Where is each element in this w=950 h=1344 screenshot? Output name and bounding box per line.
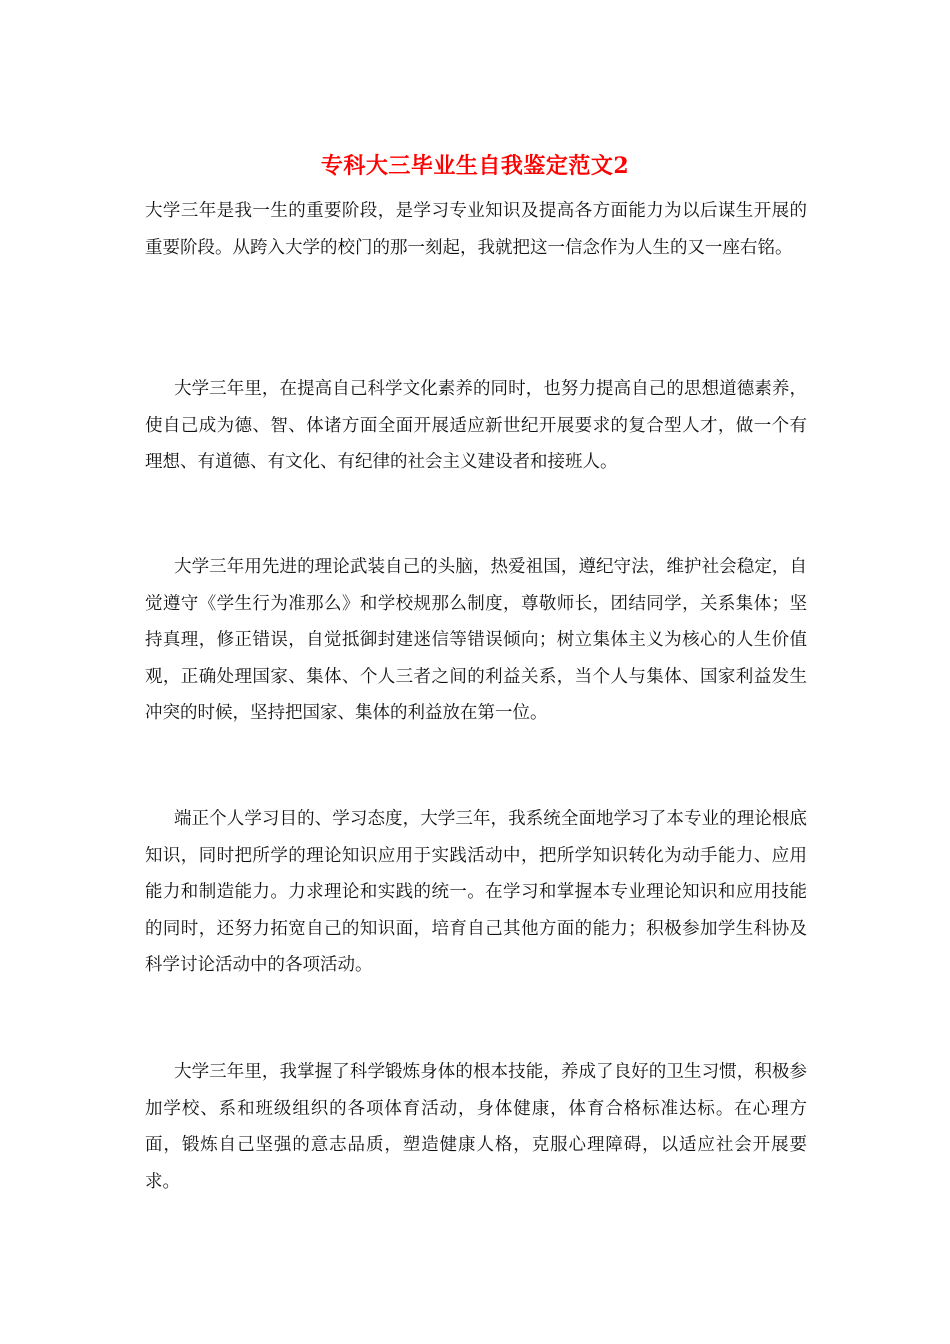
document-title: 专科大三毕业生自我鉴定范文2 (320, 153, 630, 179)
paragraph-intro: 大学三年是我一生的重要阶段，是学习专业知识及提高各方面能力为以后谋生开展的重要阶段。从跨入大学的校门的那一刻起，我就把这一信念作为人生的又一座右铭。 (145, 201, 807, 258)
paragraph-political: 大学三年用先进的理论武装自己的头脑，热爱祖国，遵纪守法，维护社会稳定，自觉遵守《学生行为准那么》和学校规那么制度，尊敬师长，团结同学，关系集体；坚持真理，修正错误，自觉抵御封建迷信等错误倾向；树立集体主义为核心的人生价值观，正确处理国家、集体、个人三者之间的利益关系，当个人与集体、国家利益发生冲突的时候，坚持把国家、集体的利益放在第一位。 (145, 557, 807, 723)
paragraph-study: 端正个人学习目的、学习态度，大学三年，我系统全面地学习了本专业的理论根底知识，同时把所学的理论知识应用于实践活动中，把所学知识转化为动手能力、应用能力和制造能力。力求理论和实践的统一。在学习和掌握本专业理论知识和应用技能的同时，还努力拓宽自己的知识面，培育自己其他方面的能力；积极参加学生科协及科学讨论活动中的各项活动。 (145, 809, 807, 975)
paragraph-health: 大学三年里，我掌握了科学锻炼身体的根本技能，养成了良好的卫生习惯，积极参加学校、系和班级组织的各项体育活动，身体健康，体育合格标准达标。在心理方面，锻炼自己坚强的意志品质，塑造健康人格，克服心理障碍，以适应社会开展要求。 (145, 1062, 807, 1192)
paragraph-moral: 大学三年里，在提高自己科学文化素养的同时，也努力提高自己的思想道德素养，使自己成为德、智、体诸方面全面开展适应新世纪开展要求的复合型人才，做一个有理想、有道德、有文化、有纪律的社会主义建设者和接班人。 (145, 379, 807, 472)
